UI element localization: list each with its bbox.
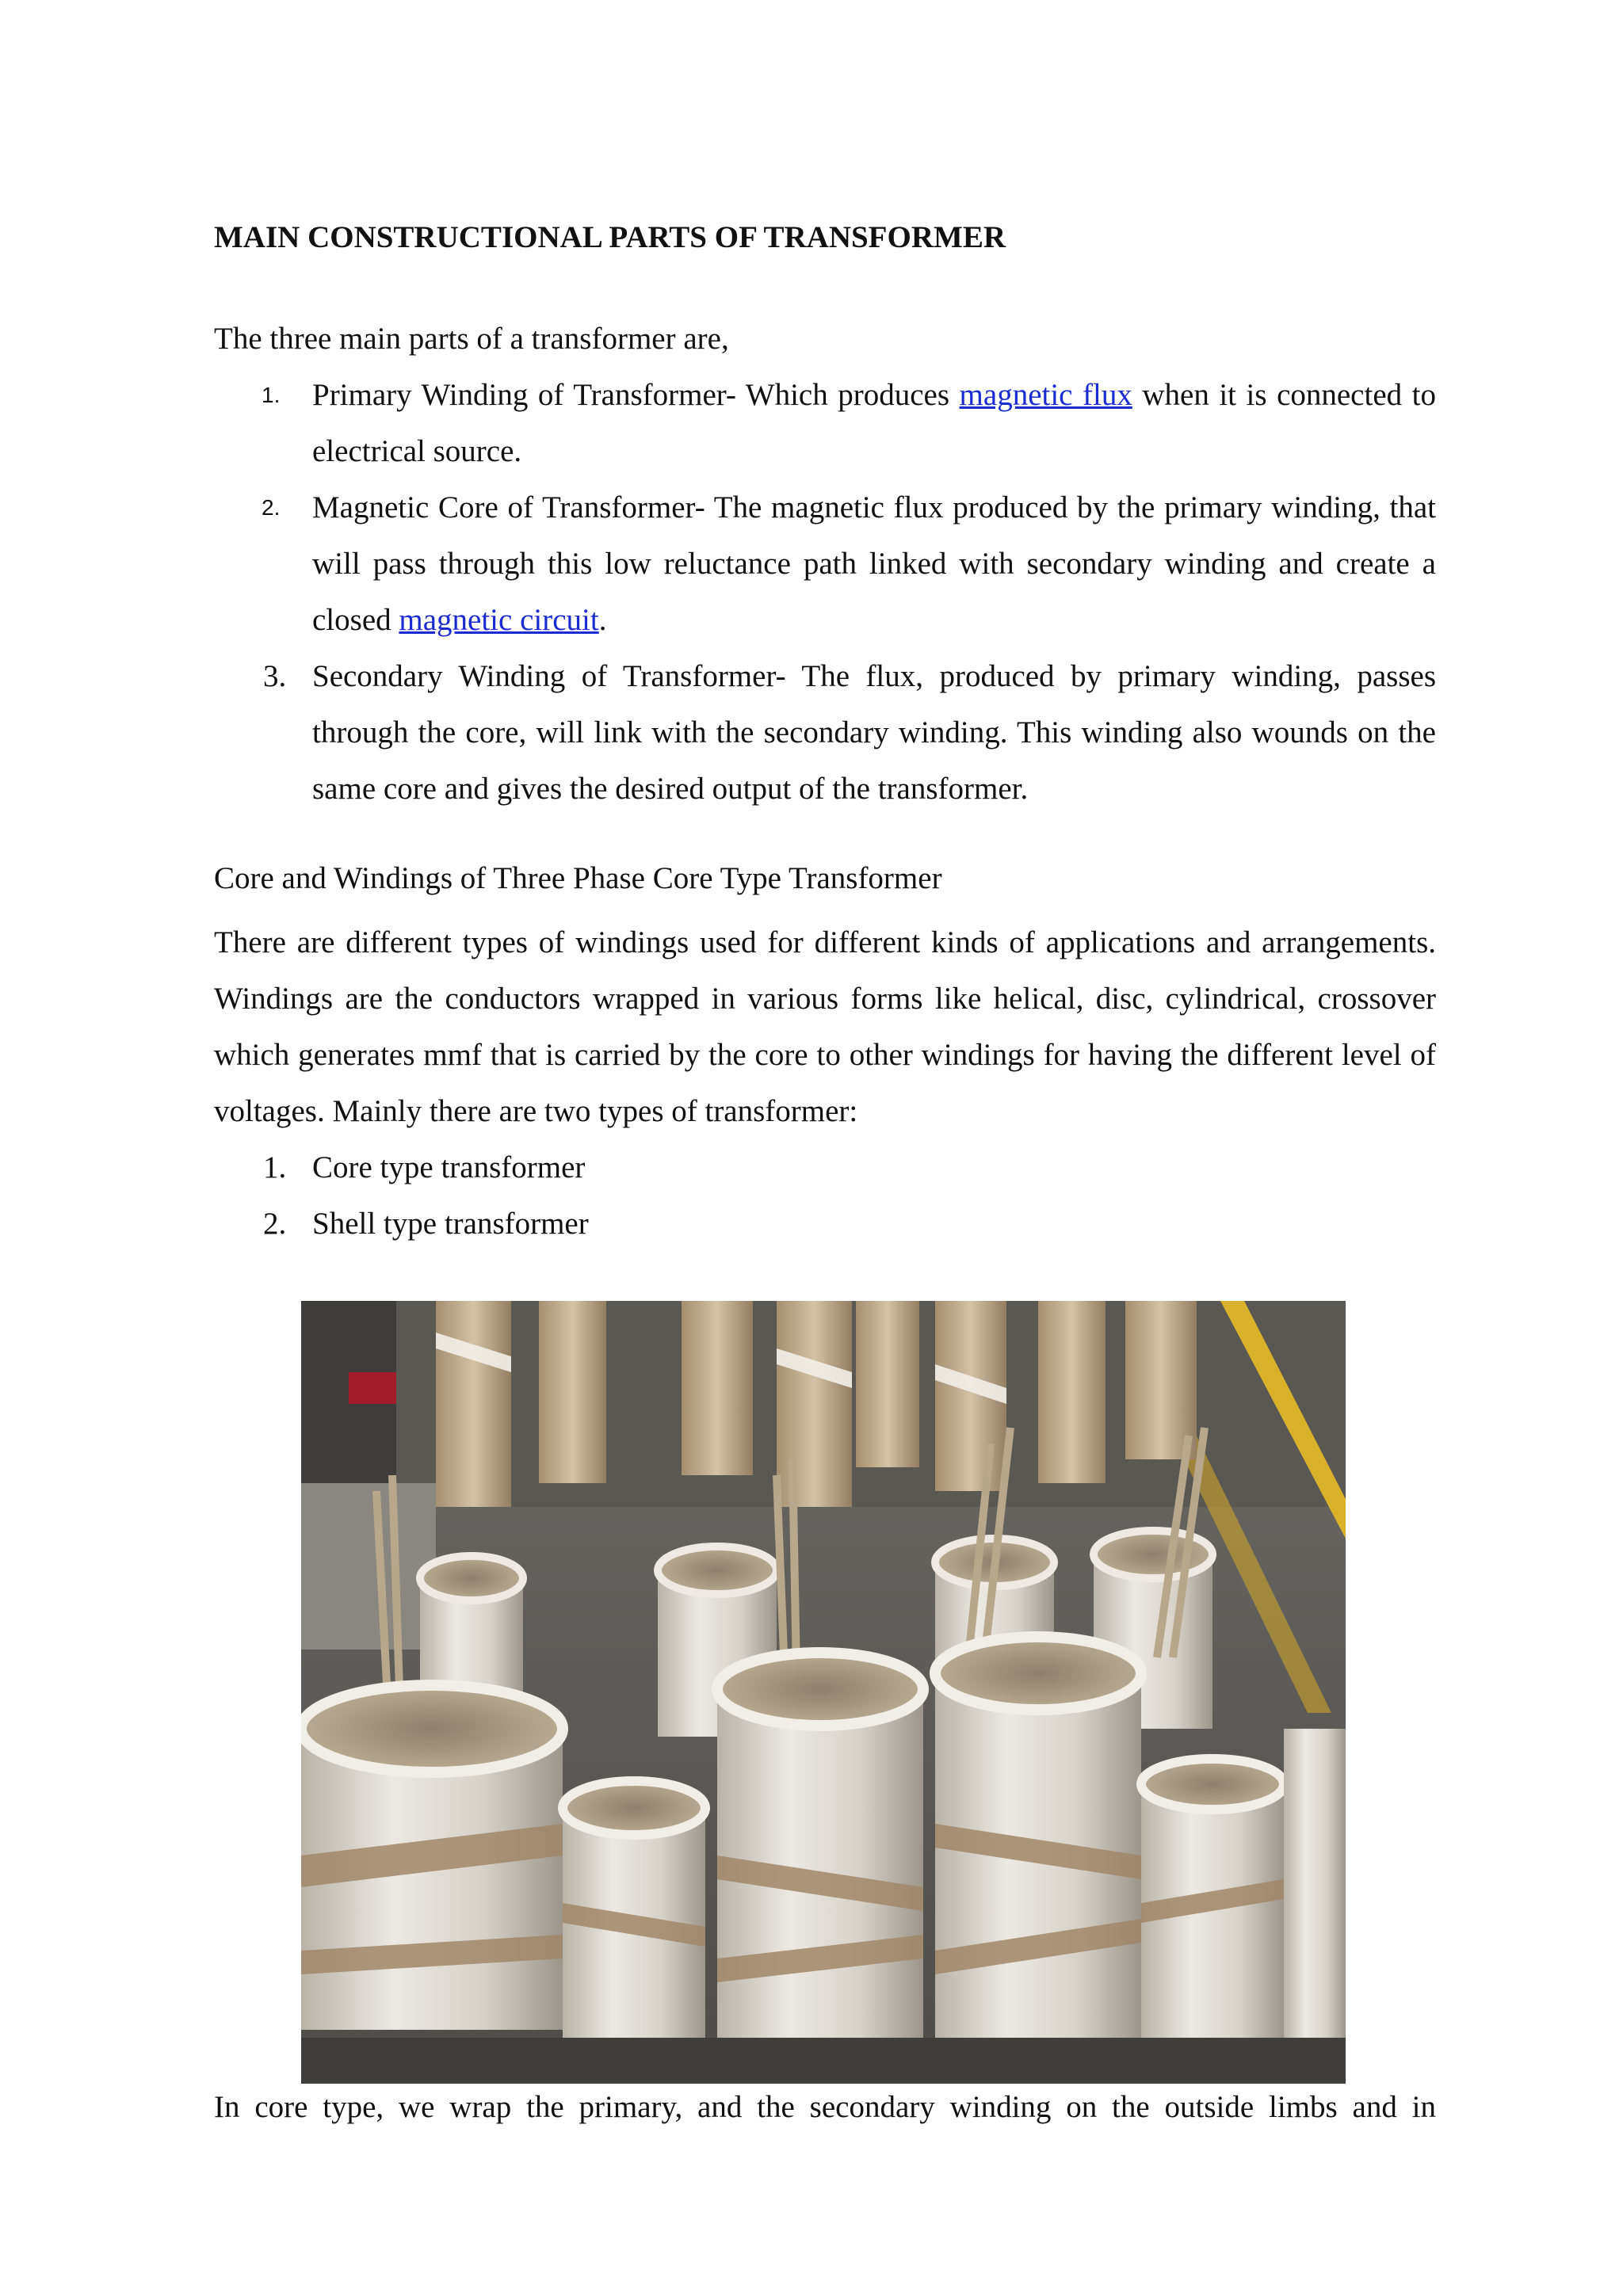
list-item — [214, 1196, 1436, 1252]
list-number: 1. — [262, 383, 281, 407]
intro-text: The three main parts of a transformer are, — [214, 322, 729, 356]
list-item — [214, 648, 1436, 817]
list-number: 3. — [263, 659, 287, 693]
types-list — [214, 1139, 1436, 1252]
section-subheading: Core and Windings of Three Phase Core Type Transformer — [214, 861, 942, 895]
list-number: 2. — [262, 495, 281, 520]
list-item-text: . — [598, 603, 607, 637]
continuation-line: In core type, we wrap the primary, and the secondary winding on the outside limbs and in — [214, 2090, 1436, 2124]
list-item-text: Core type transformer — [312, 1150, 586, 1184]
list-number: 2. — [263, 1207, 287, 1241]
document-body — [214, 214, 1436, 1252]
list-item-text: Primary Winding of Transformer- Which produces — [312, 378, 960, 412]
magnetic-flux-link[interactable]: magnetic flux — [959, 378, 1132, 412]
magnetic-circuit-link[interactable]: magnetic circuit — [399, 603, 599, 637]
list-item — [214, 479, 1436, 648]
page-title: MAIN CONSTRUCTIONAL PARTS OF TRANSFORMER — [214, 220, 1006, 254]
list-item — [214, 1139, 1436, 1196]
list-item-text: when it is connected to electrical source. — [312, 378, 1436, 468]
list-number: 1. — [263, 1150, 287, 1184]
parts-list — [214, 367, 1436, 817]
transformer-windings-photo — [301, 1301, 1346, 2084]
list-item-text: Secondary Winding of Transformer- The flux, produced by primary winding, passes through the core, will link with the secondary winding. This winding also wounds on the same core and gives the desired output of the transformer. — [312, 659, 1436, 806]
windings-paragraph: There are different types of windings used for different kinds of applications and arrangements. Windings are the conductors wrapped in various forms like helical, disc, cylindrical, crossover which generates mmf that is carried by the core to other windings for having the different level of voltages. Mainly there are two types of transformer: — [214, 925, 1436, 1128]
photo-illustration — [301, 1301, 1346, 2084]
list-item-text: Shell type transformer — [312, 1207, 589, 1241]
list-item — [214, 367, 1436, 479]
list-item-text: Magnetic Core of Transformer- The magnetic flux produced by the primary winding, that will pass through this low reluctance path linked with secondary winding and create a closed — [312, 490, 1436, 637]
